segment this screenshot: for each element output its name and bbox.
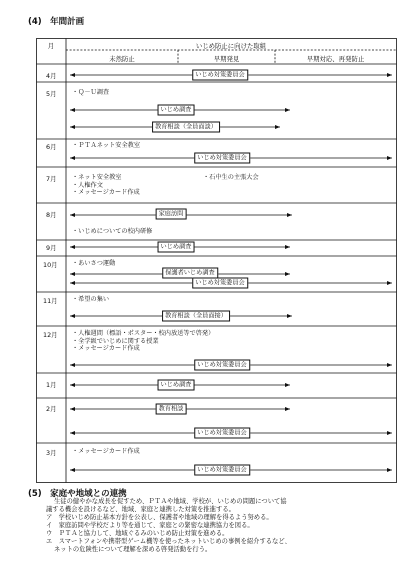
activity-bullet: ・ＰＴＡネット安全教室 (72, 142, 141, 149)
activity-bar-label: いじめ調査 (158, 242, 195, 253)
activity-bar-label: いじめ調査 (158, 380, 195, 391)
arrowhead (70, 407, 75, 411)
activity-bar-label: いじめ対策委員会 (192, 278, 248, 289)
arrowhead (285, 272, 290, 276)
arrowhead (70, 73, 75, 77)
arrowhead (287, 213, 292, 217)
arrowhead (70, 125, 75, 129)
activity-bar-label: 教育相談 (156, 404, 187, 415)
activity-bullet: ・ネット安全教室 (72, 174, 122, 181)
body-line: 議する機会を設けるなど、地域、家庭と連携した対策を推進する。 (46, 506, 235, 513)
activity-bullet: ・メッセージカード作成 (72, 189, 140, 196)
header-month: 月 (47, 42, 55, 50)
arrowhead (70, 281, 75, 285)
activity-bullet: ・石中生の主張大会 (203, 174, 259, 181)
arrowhead (70, 468, 75, 472)
activity-bullet: ・いじめについての校内研修 (72, 228, 153, 235)
arrowhead (287, 314, 292, 318)
body-line: ア 学校いじめ防止基本方針を公表し、保護者や地域の理解を得るよう努める。 (46, 514, 273, 521)
activity-bullet: ・人権週間（標語・ポスター・校内放送等で啓発） (72, 330, 215, 337)
activity-bar-label: 教育相談（全員面談） (152, 122, 220, 133)
month-label: 9月 (46, 244, 57, 252)
arrowhead (70, 314, 75, 318)
arrowhead (70, 245, 75, 249)
arrowhead (387, 468, 392, 472)
arrowhead (387, 156, 392, 160)
activity-bar-label: 保護者いじめ調査 (162, 268, 218, 279)
month-label: 8月 (46, 211, 57, 219)
arrowhead (70, 363, 75, 367)
section-4-heading: (4) 年間計画 (28, 17, 85, 27)
month-label: 6月 (46, 143, 57, 151)
activity-bar-label: 教育相談（全員面接） (162, 311, 230, 322)
month-label: 3月 (46, 449, 57, 457)
header-early-response: 早期対応、再発防止 (306, 55, 365, 63)
header-main: いじめ防止に向けた取組 (195, 42, 267, 50)
arrowhead (387, 281, 392, 285)
month-label: 2月 (46, 405, 57, 413)
header-prevention: 未然防止 (109, 55, 135, 63)
header-early-detection: 早期発見 (213, 55, 240, 63)
arrowhead (285, 245, 290, 249)
body-line: ウ ＰＴＡと協力して、地域ぐるみのいじめ防止対策を進める。 (46, 530, 229, 537)
activity-bullet: ・メッセージカード作成 (72, 448, 140, 455)
activity-bullet: ・希望の集い (72, 296, 110, 303)
activity-bar-label: 家庭訪問 (156, 209, 187, 220)
month-label: 1月 (46, 381, 57, 389)
activity-bar-label: いじめ対策委員会 (194, 360, 250, 371)
activity-bullet: ・人権作文 (72, 181, 103, 189)
activity-bar-label: いじめ対策委員会 (192, 70, 248, 81)
activity-bar-label: いじめ対策委員会 (194, 428, 250, 439)
body-line: 生徒の健やかな成長を促すため、ＰＴＡや地域、学校が、いじめの問題について協 (54, 498, 287, 505)
arrowhead (285, 383, 290, 387)
activity-bullet: ・全学級でいじめに関する授業 (72, 337, 159, 345)
arrowhead (70, 431, 75, 435)
arrowhead (70, 156, 75, 160)
arrowhead (285, 407, 290, 411)
month-label: 7月 (46, 175, 57, 183)
arrowhead (275, 125, 280, 129)
arrowhead (70, 108, 75, 112)
month-label: 10月 (43, 261, 58, 269)
arrowhead (387, 431, 392, 435)
body-line: エ スマートフォンや携帯型ゲーム機等を使ったネットいじめの事例を紹介するなど、 (46, 538, 291, 545)
arrowhead (285, 108, 290, 112)
activity-bullet: ・あいさつ運動 (72, 260, 116, 267)
arrowhead (70, 213, 75, 217)
activity-bar-label: いじめ対策委員会 (194, 153, 250, 164)
month-label: 5月 (46, 90, 57, 98)
activity-bullet: ・メッセージカード作成 (72, 345, 140, 352)
body-line: ネットの危険性について理解を深める啓発活動を行う。 (54, 546, 212, 553)
activity-bar-label: いじめ調査 (158, 105, 195, 116)
arrowhead (387, 363, 392, 367)
month-label: 11月 (43, 297, 58, 305)
arrowhead (70, 383, 75, 387)
section-5-heading: (5) 家庭や地域との連携 (28, 489, 127, 499)
month-label: 4月 (46, 72, 57, 80)
activity-bullet: ・Ｑ－Ｕ調査 (72, 89, 110, 96)
arrowhead (70, 272, 75, 276)
arrowhead (387, 73, 392, 77)
month-label: 12月 (43, 331, 58, 339)
activity-bar-label: いじめ対策委員会 (194, 465, 250, 476)
body-line: イ 家庭訪問や学校だより等を通じて、家庭との緊密な連携協力を図る。 (46, 522, 254, 529)
